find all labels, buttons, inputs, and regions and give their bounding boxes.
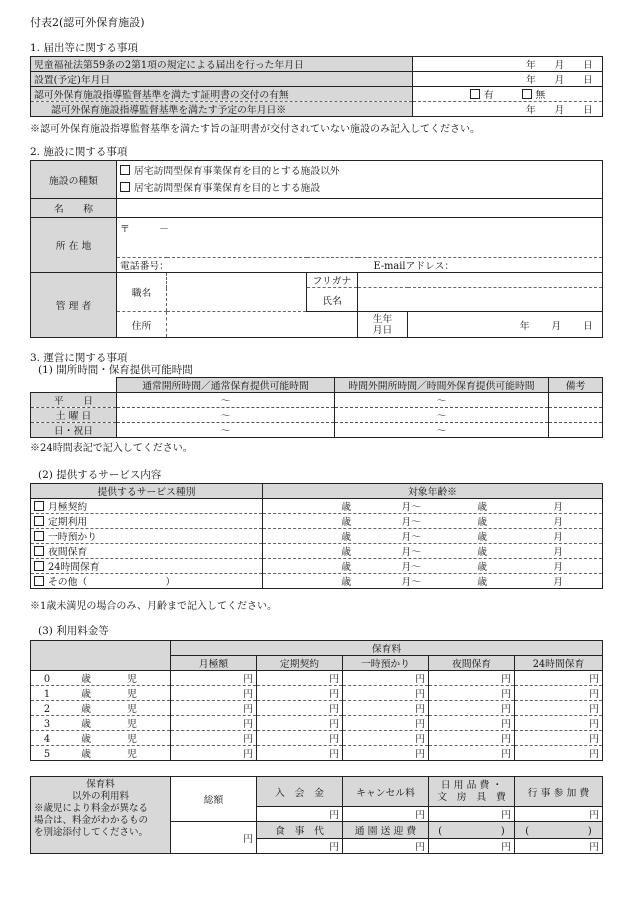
fee-cell[interactable]: 円 — [257, 686, 343, 701]
furigana-label: フリガナ — [307, 273, 358, 288]
email-field[interactable]: E-mailアドレス： — [358, 258, 603, 273]
fee-cell[interactable]: 円 — [171, 701, 257, 716]
fee-cell[interactable]: 円 — [171, 731, 257, 746]
hours-holiday-notes[interactable] — [549, 423, 603, 438]
service-table — [30, 483, 603, 589]
service-checkbox[interactable] — [34, 561, 44, 571]
type-opt1-checkbox[interactable] — [120, 165, 130, 175]
s3-sub3: (3) 利用料金等 — [38, 625, 109, 637]
furigana-field[interactable] — [358, 273, 603, 288]
fee-cell[interactable]: 円 — [515, 716, 603, 731]
hours-weekday-overtime[interactable]: ～ — [335, 393, 549, 408]
fee-cell[interactable]: 円 — [343, 716, 429, 731]
custom-fee1-amount[interactable]: 円 — [429, 839, 515, 854]
fee-cell[interactable]: 円 — [343, 686, 429, 701]
s1-row4-date[interactable]: 年 月 日 — [413, 102, 603, 117]
custom-fee2-label[interactable]: ( ) — [515, 822, 603, 839]
birthdate-field[interactable]: 年 月 日 — [408, 312, 603, 338]
total-label: 総額 — [171, 777, 257, 822]
service-header-type: 提供するサービス種別 — [31, 484, 263, 499]
fee-header-temporary: 一時預かり — [343, 656, 429, 671]
fee-row-age: 5 歳 児 — [31, 746, 171, 761]
service-row-age[interactable]: 歳 月～ 歳 月 — [263, 544, 603, 559]
s2-table — [30, 160, 603, 338]
s3-sub2: (2) 提供するサービス内容 — [38, 469, 162, 481]
fee-cell[interactable]: 円 — [171, 746, 257, 761]
gyoji-amount[interactable]: 円 — [515, 807, 603, 822]
fee-cell[interactable]: 円 — [257, 746, 343, 761]
section2-heading: 2. 施設に関する事項 — [30, 146, 128, 158]
service-row-label[interactable]: 月極契約 — [31, 499, 263, 514]
s1-row3-label: 認可外保育施設指導監督基準を満たす証明書の交付の有無 — [31, 87, 413, 102]
fee-cell[interactable]: 円 — [429, 716, 515, 731]
service-row-label[interactable]: 夜間保育 — [31, 544, 263, 559]
fee-row-age: 0 歳 児 — [31, 671, 171, 686]
postal-field[interactable]: 〒 － — [117, 218, 603, 258]
fee-cell[interactable]: 円 — [257, 716, 343, 731]
sogei-label: 通 園 送 迎 費 — [343, 822, 429, 839]
service-row-age[interactable]: 歳 月～ 歳 月 — [263, 529, 603, 544]
other-fee-table — [30, 776, 603, 854]
service-row-label[interactable]: 定期利用 — [31, 514, 263, 529]
form-title: 付表2(認可外保育施設) — [30, 16, 145, 29]
custom-fee2-amount[interactable]: 円 — [515, 839, 603, 854]
hours-saturday-normal[interactable]: ～ — [117, 408, 335, 423]
shokuji-amount[interactable]: 円 — [257, 839, 343, 854]
fee-cell[interactable]: 円 — [429, 731, 515, 746]
fee-cell[interactable]: 円 — [171, 716, 257, 731]
hours-holiday-overtime[interactable]: ～ — [335, 423, 549, 438]
s3-note1: ※24時間表記で記入してください。 — [30, 443, 193, 454]
fee-header-regular: 定期契約 — [257, 656, 343, 671]
fullname-field[interactable] — [358, 288, 603, 312]
nyukai-amount[interactable]: 円 — [257, 807, 343, 822]
type-opt2-checkbox[interactable] — [120, 182, 130, 192]
fee-cell[interactable]: 円 — [343, 701, 429, 716]
hours-row-weekday: 平 日 — [31, 393, 117, 408]
cancel-amount[interactable]: 円 — [343, 807, 429, 822]
address-label: 所 在 地 — [31, 218, 117, 273]
hours-holiday-normal[interactable]: ～ — [117, 423, 335, 438]
phone-field[interactable]: 電話番号： — [117, 258, 358, 273]
name-label: 名 称 — [31, 199, 117, 218]
service-row-age[interactable]: 歳 月～ 歳 月 — [263, 559, 603, 574]
s1-table — [30, 56, 603, 117]
fee-cell[interactable]: 円 — [257, 731, 343, 746]
s1-row3-choice[interactable]: 有 無 — [413, 87, 603, 102]
hours-saturday-overtime[interactable]: ～ — [335, 408, 549, 423]
fee-cell[interactable]: 円 — [343, 731, 429, 746]
facility-type-label: 施設の種類 — [31, 161, 117, 199]
service-row-label[interactable]: 24時間保育 — [31, 559, 263, 574]
s1-row2-label: 設置(予定)年月日 — [31, 72, 413, 87]
hours-header-notes: 備考 — [549, 378, 603, 393]
fee-cell[interactable]: 円 — [429, 686, 515, 701]
hours-header-normal: 通常開所時間／通常保育提供可能時間 — [117, 378, 335, 393]
service-row-label[interactable]: 一時預かり — [31, 529, 263, 544]
fee-cell[interactable]: 円 — [515, 686, 603, 701]
fee-cell[interactable]: 円 — [257, 671, 343, 686]
s1-row1-label: 児童福祉法第59条の2第1項の規定による届出を行った年月日 — [31, 57, 413, 72]
hours-header-overtime: 時間外開所時間／時間外保育提供可能時間 — [335, 378, 549, 393]
fee-cell[interactable]: 円 — [515, 731, 603, 746]
total-amount[interactable]: 円 — [171, 822, 257, 854]
other-fee-title: 保育料 以外の利用料 ※歳児により料金が異なる 場合は、料金がわかるもの を別途添付してください。 — [31, 777, 171, 854]
cancel-label: キャンセル料 — [343, 777, 429, 807]
section1-heading: 1. 届出等に関する事項 — [30, 42, 138, 54]
manager-address-field[interactable] — [167, 312, 358, 338]
fullname-label: 氏名 — [307, 288, 358, 312]
service-checkbox[interactable] — [34, 516, 44, 526]
fee-group-header: 保育料 — [171, 641, 603, 656]
s1-row4-label: 認可外保育施設指導監督基準を満たす予定の年月日※ — [31, 102, 413, 117]
fee-cell[interactable]: 円 — [515, 701, 603, 716]
service-checkbox[interactable] — [34, 576, 44, 586]
hours-weekday-normal[interactable]: ～ — [117, 393, 335, 408]
facility-type-options[interactable]: 居宅訪問型保育事業保育を目的とする施設以外 居宅訪問型保育事業保育を目的とする施設 — [117, 161, 603, 199]
name-field[interactable] — [117, 199, 603, 218]
fee-row-age: 1 歳 児 — [31, 686, 171, 701]
birthdate-label: 生年 月日 — [358, 312, 408, 338]
fee-header-24h: 24時間保育 — [515, 656, 603, 671]
nyukai-label: 入 会 金 — [257, 777, 343, 807]
fee-cell[interactable]: 円 — [515, 746, 603, 761]
nichiyo-amount[interactable]: 円 — [429, 807, 515, 822]
service-header-age: 対象年齢※ — [263, 484, 603, 499]
job-field[interactable] — [167, 273, 307, 312]
service-row-age[interactable]: 歳 月～ 歳 月 — [263, 574, 603, 589]
nichiyo-label: 日 用 品 費 ・ 文 房 具 費 — [429, 777, 515, 807]
manager-label: 管 理 者 — [31, 273, 117, 338]
fee-cell[interactable]: 円 — [429, 671, 515, 686]
fee-table — [30, 640, 603, 761]
fee-cell[interactable]: 円 — [171, 671, 257, 686]
fee-cell[interactable]: 円 — [343, 746, 429, 761]
manager-address-label: 住所 — [117, 312, 167, 338]
fee-header-monthly: 月極額 — [171, 656, 257, 671]
hours-saturday-notes[interactable] — [549, 408, 603, 423]
service-row-label[interactable]: その他（ ） — [31, 574, 263, 589]
service-checkbox[interactable] — [34, 546, 44, 556]
sogei-amount[interactable]: 円 — [343, 839, 429, 854]
fee-cell[interactable]: 円 — [171, 686, 257, 701]
yes-checkbox[interactable] — [470, 89, 480, 99]
fee-row-age: 3 歳 児 — [31, 716, 171, 731]
fee-cell[interactable]: 円 — [429, 746, 515, 761]
s3-sub1: (1) 開所時間・保育提供可能時間 — [38, 364, 193, 376]
fee-cell[interactable]: 円 — [429, 701, 515, 716]
no-checkbox[interactable] — [522, 89, 532, 99]
fee-row-age: 2 歳 児 — [31, 701, 171, 716]
fee-cell[interactable]: 円 — [257, 701, 343, 716]
shokuji-label: 食 事 代 — [257, 822, 343, 839]
hours-row-saturday: 土 曜 日 — [31, 408, 117, 423]
service-checkbox[interactable] — [34, 531, 44, 541]
gyoji-label: 行 事 参 加 費 — [515, 777, 603, 807]
hours-weekday-notes[interactable] — [549, 393, 603, 408]
service-checkbox[interactable] — [34, 501, 44, 511]
service-row-age[interactable]: 歳 月～ 歳 月 — [263, 514, 603, 529]
s1-row2-date[interactable]: 年 月 日 — [413, 72, 603, 87]
fee-row-age: 4 歳 児 — [31, 731, 171, 746]
fee-cell[interactable]: 円 — [515, 671, 603, 686]
hours-table — [30, 377, 603, 438]
fee-header-night: 夜間保育 — [429, 656, 515, 671]
s3-note2: ※1歳未満児の場合のみ、月齢まで記入してください。 — [30, 601, 277, 612]
section3-heading: 3. 運営に関する事項 — [30, 352, 128, 364]
custom-fee1-label[interactable]: ( ) — [429, 822, 515, 839]
s1-note: ※認可外保育施設指導監督基準を満たす旨の証明書が交付されていない施設のみ記入してください。 — [30, 124, 480, 135]
s1-row1-date[interactable]: 年 月 日 — [413, 57, 603, 72]
hours-row-holiday: 日・祝日 — [31, 423, 117, 438]
job-label: 職名 — [117, 273, 167, 312]
service-row-age[interactable]: 歳 月～ 歳 月 — [263, 499, 603, 514]
fee-cell[interactable]: 円 — [343, 671, 429, 686]
